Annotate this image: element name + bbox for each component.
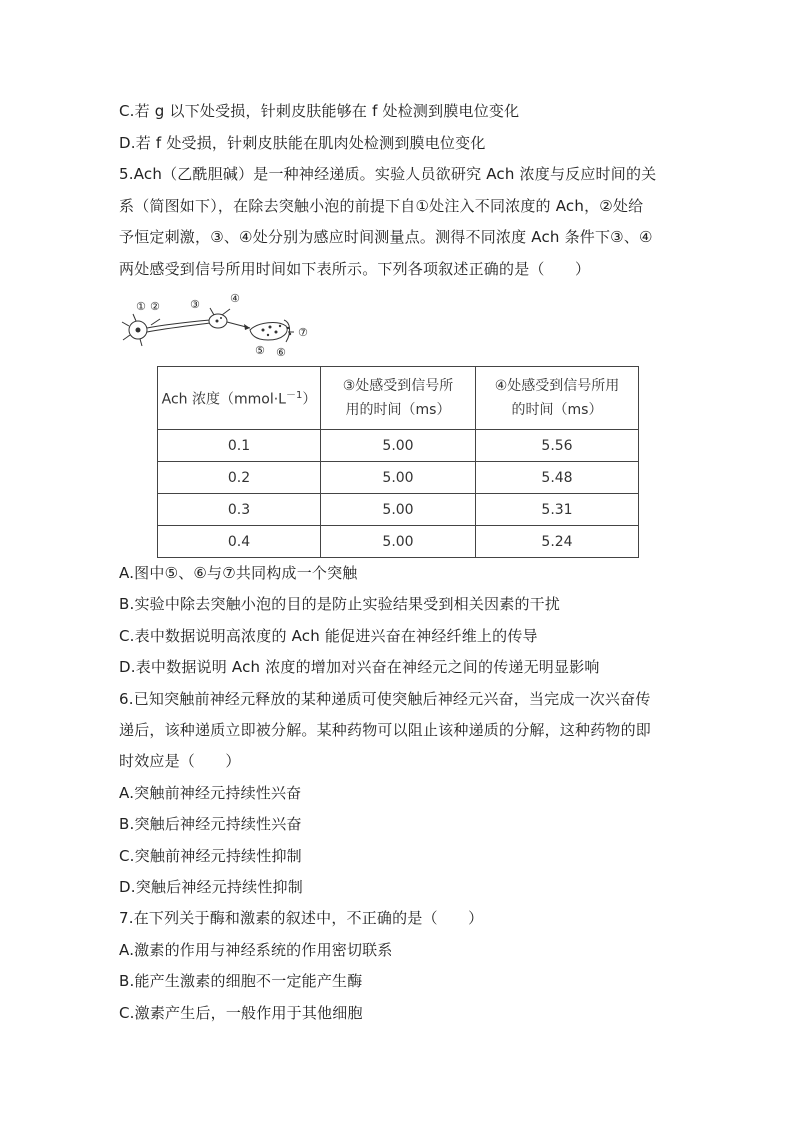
q7-option-a: A.激素的作用与神经系统的作用密切联系 bbox=[119, 941, 393, 959]
q6-option-d: D.突触后神经元持续性抑制 bbox=[119, 878, 303, 896]
header-point3-time bbox=[321, 367, 476, 430]
ach-timing-table bbox=[157, 366, 639, 558]
label-4: ④ bbox=[230, 292, 240, 305]
middle-neuron-body bbox=[209, 308, 230, 328]
label-2: ② bbox=[150, 300, 160, 313]
label-3: ③ bbox=[190, 298, 200, 311]
cell-point4-time: 5.24 bbox=[476, 526, 639, 558]
q5-stem-line4: 两处感受到信号所用时间如下表所示。下列各项叙述正确的是（ ） bbox=[119, 260, 591, 278]
q5-stem-line2: 系（简图如下），在除去突触小泡的前提下自①处注入不同浓度的 Ach，②处给 bbox=[119, 197, 644, 215]
label-1: ① bbox=[136, 300, 146, 313]
header-point3-line2: 用的时间（ms） bbox=[345, 402, 451, 418]
cell-point3-time: 5.00 bbox=[321, 526, 476, 558]
table-row bbox=[158, 526, 639, 558]
header-ach-tail: ） bbox=[302, 391, 317, 408]
cell-point3-time: 5.00 bbox=[321, 494, 476, 526]
q5-option-c: C.表中数据说明高浓度的 Ach 能促进兴奋在神经纤维上的传导 bbox=[119, 627, 538, 645]
q6-option-b: B.突触后神经元持续性兴奋 bbox=[119, 815, 302, 833]
q5-option-b: B.实验中除去突触小泡的目的是防止实验结果受到相关因素的干扰 bbox=[119, 595, 561, 613]
header-point4-line2: 的时间（ms） bbox=[511, 402, 603, 418]
header-ach-concentration bbox=[158, 367, 321, 430]
presynaptic-neuron-body bbox=[122, 314, 147, 346]
label-6: ⑥ bbox=[276, 346, 286, 359]
synapse bbox=[250, 320, 291, 342]
q5-option-d: D.表中数据说明 Ach 浓度的增加对兴奋在神经元之间的传递无明显影响 bbox=[119, 658, 600, 676]
q6-stem-line3: 时效应是（ ） bbox=[119, 752, 241, 770]
q7-option-b: B.能产生激素的细胞不一定能产生酶 bbox=[119, 972, 363, 990]
header-point4-time bbox=[476, 367, 639, 430]
label-5: ⑤ bbox=[255, 344, 265, 357]
header-point4-line1: ④处感受到信号所用 bbox=[494, 378, 620, 394]
q7-stem: 7.在下列关于酶和激素的叙述中，不正确的是（ ） bbox=[119, 909, 484, 927]
table-row bbox=[158, 494, 639, 526]
q6-stem-line1: 6.已知突触前神经元释放的某种递质可使突触后神经元兴奋，当完成一次兴奋传 bbox=[119, 690, 651, 708]
option-d-q4: D.若 f 处受损，针刺皮肤能在肌肉处检测到膜电位变化 bbox=[119, 134, 486, 152]
cell-concentration: 0.1 bbox=[158, 430, 321, 462]
cell-point3-time: 5.00 bbox=[321, 430, 476, 462]
cell-point3-time: 5.00 bbox=[321, 462, 476, 494]
cell-point4-time: 5.31 bbox=[476, 494, 639, 526]
q6-option-c: C.突触前神经元持续性抑制 bbox=[119, 847, 302, 865]
cell-point4-time: 5.48 bbox=[476, 462, 639, 494]
header-ach-unit-exponent: －1 bbox=[285, 390, 303, 402]
q6-option-a: A.突触前神经元持续性兴奋 bbox=[119, 784, 302, 802]
neuron-synapse-diagram bbox=[118, 292, 328, 360]
header-point3-line1: ③处感受到信号所 bbox=[342, 378, 454, 394]
cell-point4-time: 5.56 bbox=[476, 430, 639, 462]
q5-stem-line3: 予恒定刺激，③、④处分别为感应时间测量点。测得不同浓度 Ach 条件下③、④ bbox=[119, 228, 653, 246]
table-row bbox=[158, 462, 639, 494]
option-c-q4: C.若 g 以下处受损，针刺皮肤能够在 f 处检测到膜电位变化 bbox=[119, 102, 520, 120]
header-ach-text: Ach 浓度（mmol·L bbox=[161, 391, 286, 408]
q5-option-a: A.图中⑤、⑥与⑦共同构成一个突触 bbox=[119, 564, 358, 582]
q7-option-c: C.激素产生后，一般作用于其他细胞 bbox=[119, 1004, 363, 1022]
label-7: ⑦ bbox=[298, 326, 308, 339]
table-header-row bbox=[158, 367, 639, 430]
table-row bbox=[158, 430, 639, 462]
q5-stem-line1: 5.Ach（乙酰胆碱）是一种神经递质。实验人员欲研究 Ach 浓度与反应时间的关 bbox=[119, 165, 657, 183]
cell-concentration: 0.4 bbox=[158, 526, 321, 558]
q6-stem-line2: 递后，该种递质立即被分解。某种药物可以阻止该种递质的分解，这种药物的即 bbox=[119, 721, 652, 739]
cell-concentration: 0.2 bbox=[158, 462, 321, 494]
cell-concentration: 0.3 bbox=[158, 494, 321, 526]
